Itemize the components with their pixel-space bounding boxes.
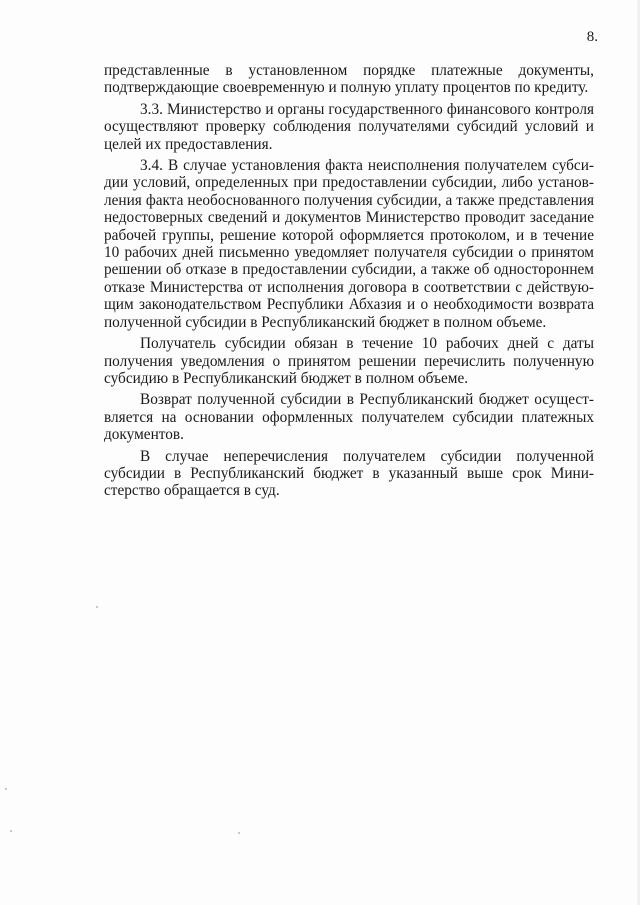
text-line: 10 рабочих дней письменно уведомляет получателя субсидии о принятом (104, 244, 594, 262)
text-line: отказе Министерства от исполнения договора в соответствии с действую- (104, 278, 594, 296)
text-line: подтверждающие своевременную и полную уплату процентов по кредиту. (104, 79, 589, 97)
text-line: полученной субсидии в Республиканский бюджет в полном объеме. (104, 313, 547, 331)
text-line: рабочей группы, решение которой оформляется протоколом, и в течение (104, 226, 594, 244)
text-line: целей их предоставления. (104, 135, 273, 153)
text-line: Получатель субсидии обязан в течение 10 рабочих дней с даты (140, 335, 594, 353)
text-line: получения уведомления о принятом решении перечислить полученную (104, 352, 594, 370)
text-line: субсидию в Республиканский бюджет в полном объеме. (104, 369, 469, 387)
text-line: 3.4. В случае установления факта неисполнения получателем субси- (140, 157, 594, 175)
text-line: дии условий, определенных при предоставлении субсидии, либо установ- (104, 174, 594, 192)
text-line: субсидии в Республиканский бюджет в указанный выше срок Мини- (104, 464, 594, 482)
page-number: 8. (586, 29, 598, 45)
scan-speck (96, 606, 98, 608)
text-line: осуществляют проверку соблюдения получателями субсидий условий и (104, 118, 594, 136)
scan-speck (10, 830, 12, 832)
text-line: щим законодательством Республики Абхазия и о необходимости возврата (104, 296, 594, 314)
paragraph-subsidy-return (104, 391, 594, 443)
scan-speck (238, 832, 240, 834)
text-line: ления факта необоснованного получения субсидии, а также представления (104, 191, 594, 209)
paragraph-court-appeal (104, 448, 594, 500)
text-line: недостоверных сведений и документов Министерство проводит заседание (104, 209, 594, 227)
text-line: 3.3. Министерство и органы государственного финансового контроля (140, 100, 594, 118)
paragraph-3-3 (104, 101, 594, 153)
scan-speck (5, 788, 7, 790)
paragraph-3-4 (104, 157, 594, 331)
paragraph-recipient-obligation (104, 335, 594, 387)
document-body (104, 62, 594, 504)
paragraph-payment-documents (104, 62, 594, 97)
text-line: документов. (104, 426, 184, 444)
text-line: В случае неперечисления получателем субсидии полученной (140, 447, 594, 465)
text-line: решении об отказе в предоставлении субсидии, а также об одностороннем (104, 261, 594, 279)
text-line: Возврат полученной субсидии в Республиканский бюджет осущест- (140, 391, 594, 409)
text-line: стерство обращается в суд. (104, 482, 280, 500)
text-line: представленные в установленном порядке платежные документы, (104, 62, 594, 79)
text-line: вляется на основании оформленных получателем субсидии платежных (104, 408, 594, 426)
